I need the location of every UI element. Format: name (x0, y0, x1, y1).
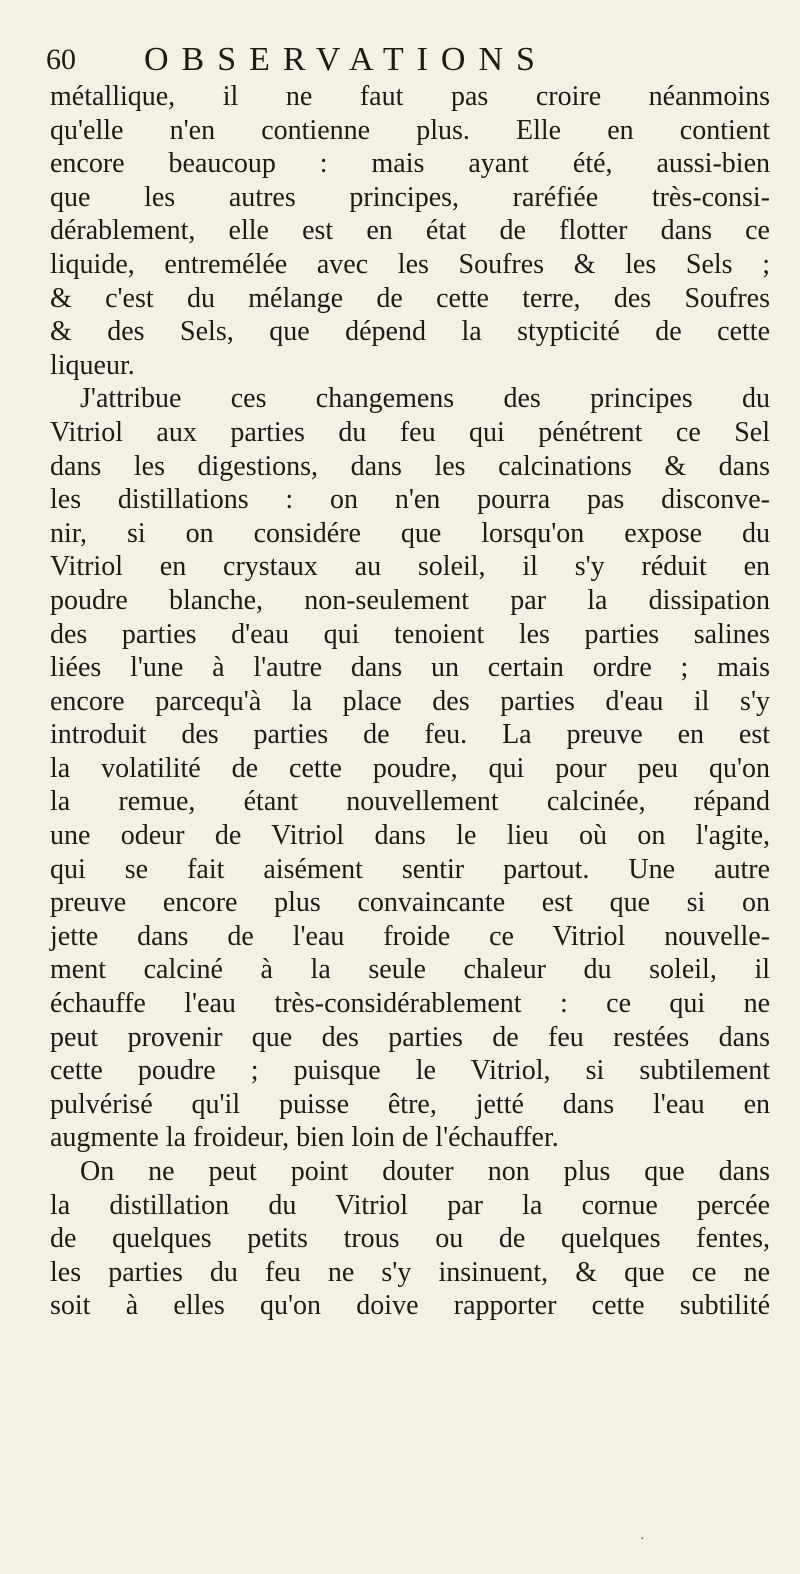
text-line: preuve encore plus convaincante est que si on (50, 887, 770, 919)
text-line: qui se fait aisément sentir partout. Une autre (50, 853, 770, 885)
text-line: de quelques petits trous ou de quelques fentes, (50, 1223, 770, 1255)
text-line: la remue, étant nouvellement calcinée, répand (50, 786, 770, 818)
text-line: & c'est du mélange de cette terre, des Soufres (50, 282, 770, 314)
page-number: 60 (46, 43, 76, 76)
text-line: encore beaucoup : mais ayant été, aussi-bien (50, 148, 770, 180)
text-line: dans les digestions, dans les calcinations & dans (50, 450, 770, 482)
text-line: jette dans de l'eau froide ce Vitriol nouvelle- (50, 920, 770, 952)
text-line: pulvérisé qu'il puisse être, jetté dans l'eau en (50, 1088, 770, 1120)
text-line: encore parcequ'à la place des parties d'eau il s'y (50, 685, 770, 717)
text-line: Vitriol en crystaux au soleil, il s'y réduit en (50, 551, 770, 583)
text-line: poudre blanche, non-seulement par la dissipation (50, 584, 770, 616)
text-line: liquide, entremélée avec les Soufres & les Sels ; (50, 248, 770, 280)
text-line: On ne peut point douter non plus que dans (80, 1156, 770, 1187)
text-line: que les autres principes, raréfiée très-consi- (50, 181, 770, 213)
text-line: augmente la froideur, bien loin de l'échauffer. (50, 1122, 559, 1154)
ink-speck: · (640, 1532, 645, 1547)
text-line: introduit des parties de feu. La preuve en est (50, 719, 770, 751)
text-line: des parties d'eau qui tenoient les parties salines (50, 618, 770, 650)
running-title: OBSERVATIONS (144, 41, 548, 78)
text-line: nir, si on considére que lorsqu'on expose du (50, 517, 770, 549)
text-line: Vitriol aux parties du feu qui pénétrent ce Sel (50, 416, 770, 448)
body-text (50, 80, 770, 1323)
text-line: cette poudre ; puisque le Vitriol, si subtilement (50, 1055, 770, 1087)
text-line: la volatilité de cette poudre, qui pour peu qu'on (50, 752, 770, 784)
text-line: les distillations : on n'en pourra pas disconve- (50, 484, 770, 516)
text-line: métallique, il ne faut pas croire néanmoins (50, 81, 770, 112)
text-line: échauffe l'eau très-considérablement : ce qui ne (50, 988, 770, 1020)
text-line: ment calciné à la seule chaleur du soleil, il (50, 954, 770, 986)
text-line: liqueur. (50, 349, 135, 381)
text-line: liées l'une à l'autre dans un certain ordre ; mais (50, 652, 770, 684)
text-line: qu'elle n'en contienne plus. Elle en contient (50, 114, 770, 146)
text-line: soit à elles qu'on doive rapporter cette subtilité (50, 1290, 770, 1322)
text-line: J'attribue ces changemens des principes du (80, 383, 770, 415)
text-line: & des Sels, que dépend la stypticité de cette (50, 316, 770, 348)
text-line: dérablement, elle est en état de flotter dans ce (50, 215, 770, 247)
text-line: peut provenir que des parties de feu restées dans (50, 1021, 770, 1053)
text-line: les parties du feu ne s'y insinuent, & que ce ne (50, 1256, 770, 1288)
text-line: une odeur de Vitriol dans le lieu où on l'agite, (50, 820, 770, 852)
text-line: la distillation du Vitriol par la cornue percée (50, 1189, 770, 1221)
